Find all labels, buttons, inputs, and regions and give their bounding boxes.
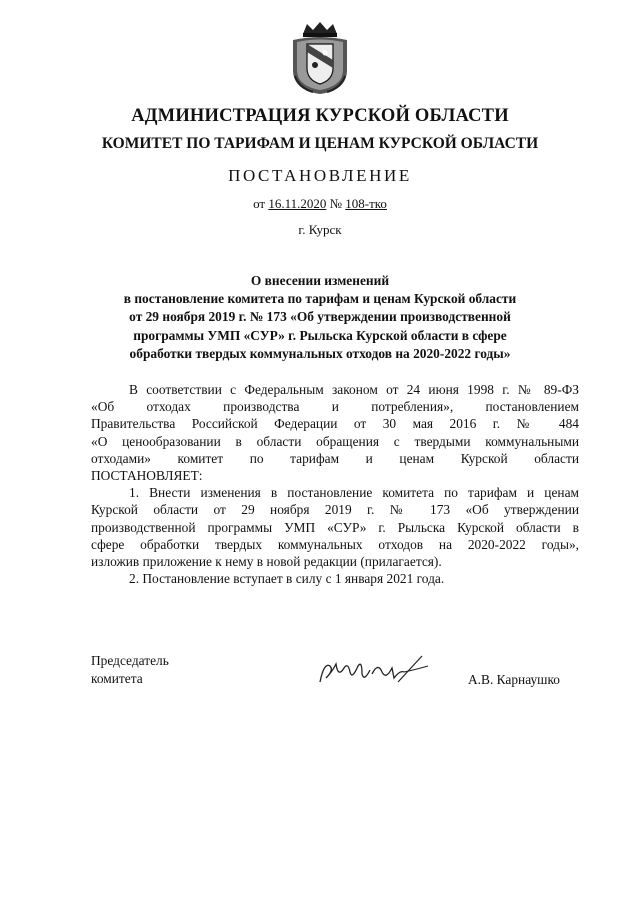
city: г. Курск bbox=[298, 222, 342, 237]
preamble-line: В соответствии с Федеральным законом от 24 июня 1998 г. № 89-ФЗ bbox=[129, 382, 579, 397]
number-sign: № bbox=[329, 196, 343, 211]
item-1-line: изложив приложение к нему в новой редакции (прилагается). bbox=[91, 554, 442, 570]
preamble-line: «Об отходах производства и потребления», постановлением bbox=[91, 399, 579, 415]
item-1-line: 1. Внести изменения в постановление комитета по тарифам и ценам bbox=[129, 485, 579, 501]
title-line: О внесении изменений bbox=[250, 273, 390, 288]
committee-name: КОМИТЕТ ПО ТАРИФАМ И ЦЕНАМ КУРСКОЙ ОБЛАСТИ bbox=[101, 135, 539, 152]
preamble-line: Правительства Российской Федерации от 30 мая 2016 г. № 484 bbox=[91, 416, 579, 432]
document-type: ПОСТАНОВЛЕНИЕ bbox=[228, 166, 412, 185]
date-number-line bbox=[0, 196, 640, 212]
item-1-line: Курской области от 29 ноября 2019 г. № 173 «Об утверждении bbox=[91, 502, 579, 518]
position-line: комитета bbox=[91, 670, 143, 686]
document-number: 108-тко bbox=[345, 196, 387, 211]
organization-name: АДМИНИСТРАЦИЯ КУРСКОЙ ОБЛАСТИ bbox=[131, 106, 509, 126]
item-2: 2. Постановление вступает в силу с 1 января 2021 года. bbox=[129, 571, 445, 587]
item-1-line: сфере обработки твердых коммунальных отходов на 2020-2022 годы», bbox=[91, 536, 579, 552]
signatory-position bbox=[91, 652, 169, 687]
document-date: 16.11.2020 bbox=[268, 196, 327, 211]
preamble-line: отходами» комитет по тарифам и ценам Курской области bbox=[91, 450, 579, 466]
document-title bbox=[80, 272, 560, 363]
title-line: в постановление комитета по тарифам и ценам Курской области bbox=[123, 291, 517, 307]
date-prefix: от bbox=[253, 196, 266, 211]
signatory-name: А.В. Карнаушко bbox=[468, 672, 560, 687]
handwritten-signature-icon bbox=[318, 652, 430, 686]
item-1-line: производственной программы УМП «СУР» г. Рыльска Курской области в bbox=[91, 519, 579, 535]
resolves-keyword: ПОСТАНОВЛЯЕТ: bbox=[91, 468, 203, 484]
title-line: программы УМП «СУР» г. Рыльска Курской области в сфере bbox=[133, 327, 507, 343]
title-line: от 29 ноября 2019 г. № 173 «Об утверждении производственной bbox=[129, 309, 511, 325]
position-line: Председатель bbox=[91, 653, 169, 668]
preamble-line: «О ценообразовании в области обращения с твердыми коммунальными bbox=[91, 433, 579, 449]
title-line: обработки твердых коммунальных отходов на 2020-2022 годы» bbox=[129, 345, 511, 361]
document-body bbox=[91, 381, 579, 587]
coat-of-arms-icon bbox=[289, 20, 351, 96]
